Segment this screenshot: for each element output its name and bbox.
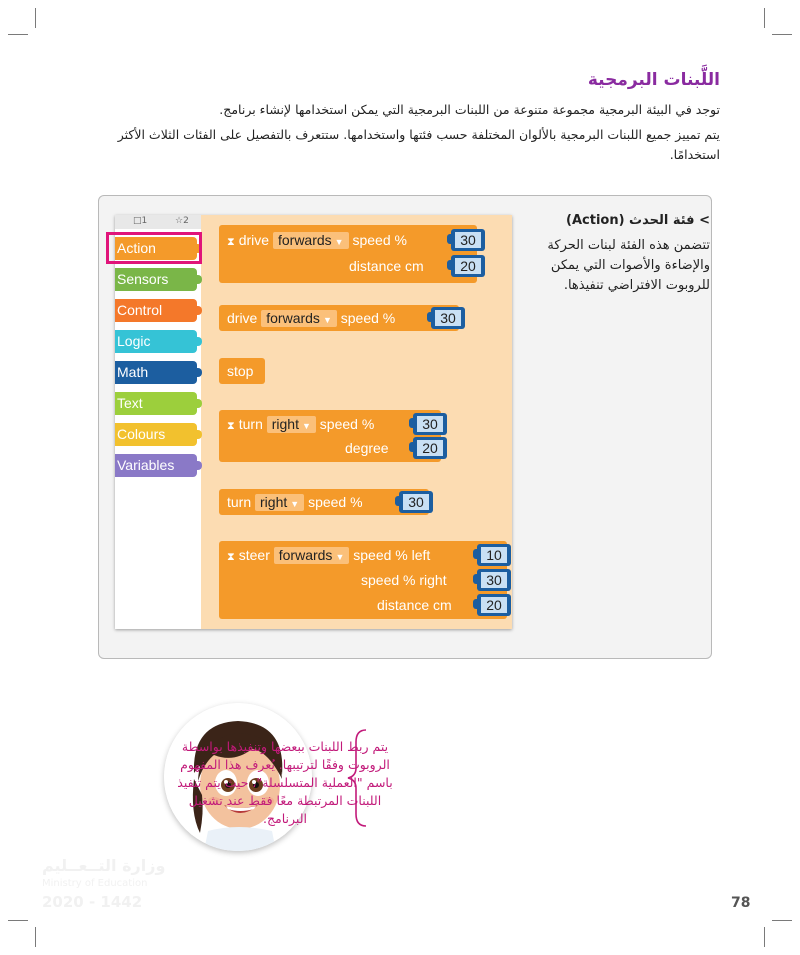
hourglass-icon: ⧗ — [227, 420, 235, 432]
category-panel — [115, 215, 201, 629]
number-value: 30 — [435, 310, 461, 326]
block-keyword: turn — [227, 494, 252, 510]
category-math[interactable]: Math — [115, 361, 197, 384]
block-param-label: distance cm — [349, 258, 424, 274]
category-text[interactable]: Text — [115, 392, 197, 415]
number-value: 20 — [481, 597, 507, 613]
block-param-label: speed % right — [361, 572, 447, 588]
crop-mark — [764, 927, 765, 947]
crop-mark — [772, 920, 792, 921]
dropdown-arrow-icon: ▼ — [322, 315, 332, 325]
number-input[interactable] — [451, 229, 485, 251]
workspace-tabs — [115, 215, 201, 229]
category-logic[interactable]: Logic — [115, 330, 197, 353]
intro-paragraph-2: يتم تمييز جميع اللبنات البرمجية بالألوان المختلفة حسب فئتها واستخدامها. ستتعرف بالتفصيل على الفئات الثلاث الأكثر استخدامًا. — [117, 127, 720, 162]
number-input[interactable] — [413, 413, 447, 435]
direction-dropdown[interactable] — [255, 494, 304, 511]
crop-mark — [764, 8, 765, 28]
block-keyword: drive — [238, 232, 270, 248]
ministry-watermark-en: Ministry of Education — [42, 878, 148, 889]
number-input[interactable] — [477, 569, 511, 591]
category-control[interactable]: Control — [115, 299, 197, 322]
drive-block[interactable] — [219, 305, 459, 331]
block-keyword: drive — [227, 310, 258, 326]
action-highlight-box — [106, 232, 202, 264]
dropdown-value: forwards — [278, 547, 333, 563]
direction-dropdown[interactable] — [273, 232, 349, 249]
number-input[interactable] — [431, 307, 465, 329]
category-sensors[interactable]: Sensors — [115, 268, 197, 291]
block-param-label: speed % — [308, 494, 363, 510]
intro-paragraph: توجد في البيئة البرمجية مجموعة متنوعة من اللبنات البرمجية التي يمكن استخدامها لإنشاء برنامج. — [219, 102, 720, 117]
number-value: 30 — [403, 494, 429, 510]
tab-1[interactable]: □1 — [133, 216, 148, 226]
crop-mark — [35, 8, 36, 28]
ministry-watermark-year: 2020 - 1442 — [42, 893, 143, 911]
tab-2[interactable]: ☆2 — [175, 216, 189, 226]
block-keyword: stop — [227, 363, 254, 379]
stop-block[interactable] — [219, 358, 265, 384]
crop-mark — [8, 34, 28, 35]
hourglass-icon: ⧗ — [227, 551, 235, 563]
number-input[interactable] — [477, 594, 511, 616]
number-input[interactable] — [399, 491, 433, 513]
dropdown-arrow-icon: ▼ — [301, 421, 311, 431]
dropdown-value: forwards — [277, 232, 332, 248]
turn-timed-block[interactable] — [219, 410, 441, 462]
dropdown-value: forwards — [266, 310, 320, 326]
number-input[interactable] — [477, 544, 511, 566]
dropdown-value: right — [260, 494, 288, 510]
action-category-heading: > فئة الحدث (Action) — [566, 213, 710, 228]
number-value: 20 — [417, 440, 443, 456]
dropdown-arrow-icon: ▼ — [335, 552, 345, 562]
block-param-label: speed % left — [353, 547, 431, 563]
tip-text: يتم ربط اللبنات ببعضها وتنفيذها بواسطة الروبوت وفقًا لترتيبها. يُعرف هذا المفهوم باسم "العملية المتسلسلة"، حيث يتم تنفيذ اللبنات المرتبطة معًا فقط عند تشغيل البرنامج. — [177, 739, 393, 826]
number-value: 10 — [481, 547, 507, 563]
block-param-label: speed % — [319, 416, 375, 432]
block-param-label: degree — [345, 440, 389, 456]
action-category-description: تتضمن هذه الفئة لبنات الحركة والإضاءة والأصوات التي يمكن للروبوت الافتراضي تنفيذها. — [547, 238, 710, 293]
block-keyword: steer — [238, 547, 270, 563]
crop-mark — [772, 34, 792, 35]
crop-mark — [8, 920, 28, 921]
number-value: 20 — [455, 258, 481, 274]
block-editor-screenshot — [115, 215, 512, 629]
block-param-label: distance cm — [377, 597, 452, 613]
direction-dropdown[interactable] — [261, 310, 337, 327]
number-input[interactable] — [413, 437, 447, 459]
direction-dropdown[interactable] — [274, 547, 350, 564]
number-value: 30 — [481, 572, 507, 588]
block-param-label: speed % — [340, 310, 396, 326]
dropdown-value: right — [271, 416, 299, 432]
number-value: 30 — [417, 416, 443, 432]
category-action[interactable]: Action — [115, 237, 197, 260]
block-keyword: turn — [238, 416, 263, 432]
dropdown-arrow-icon: ▼ — [290, 499, 300, 509]
number-value: 30 — [455, 232, 481, 248]
ministry-watermark: وزارة التــعــليم — [42, 856, 166, 875]
category-colours[interactable]: Colours — [115, 423, 197, 446]
block-param-label: speed % — [352, 232, 407, 248]
crop-mark — [35, 927, 36, 947]
direction-dropdown[interactable] — [267, 416, 316, 433]
drive-timed-block[interactable] — [219, 225, 477, 283]
turn-block[interactable] — [219, 489, 429, 515]
steer-block[interactable] — [219, 541, 507, 619]
dropdown-arrow-icon: ▼ — [334, 237, 344, 247]
category-variables[interactable]: Variables — [115, 454, 197, 477]
page-number: 78 — [731, 895, 751, 911]
number-input[interactable] — [451, 255, 485, 277]
hourglass-icon: ⧗ — [227, 236, 235, 248]
section-title: اللَّبنات البرمجية — [587, 70, 720, 90]
